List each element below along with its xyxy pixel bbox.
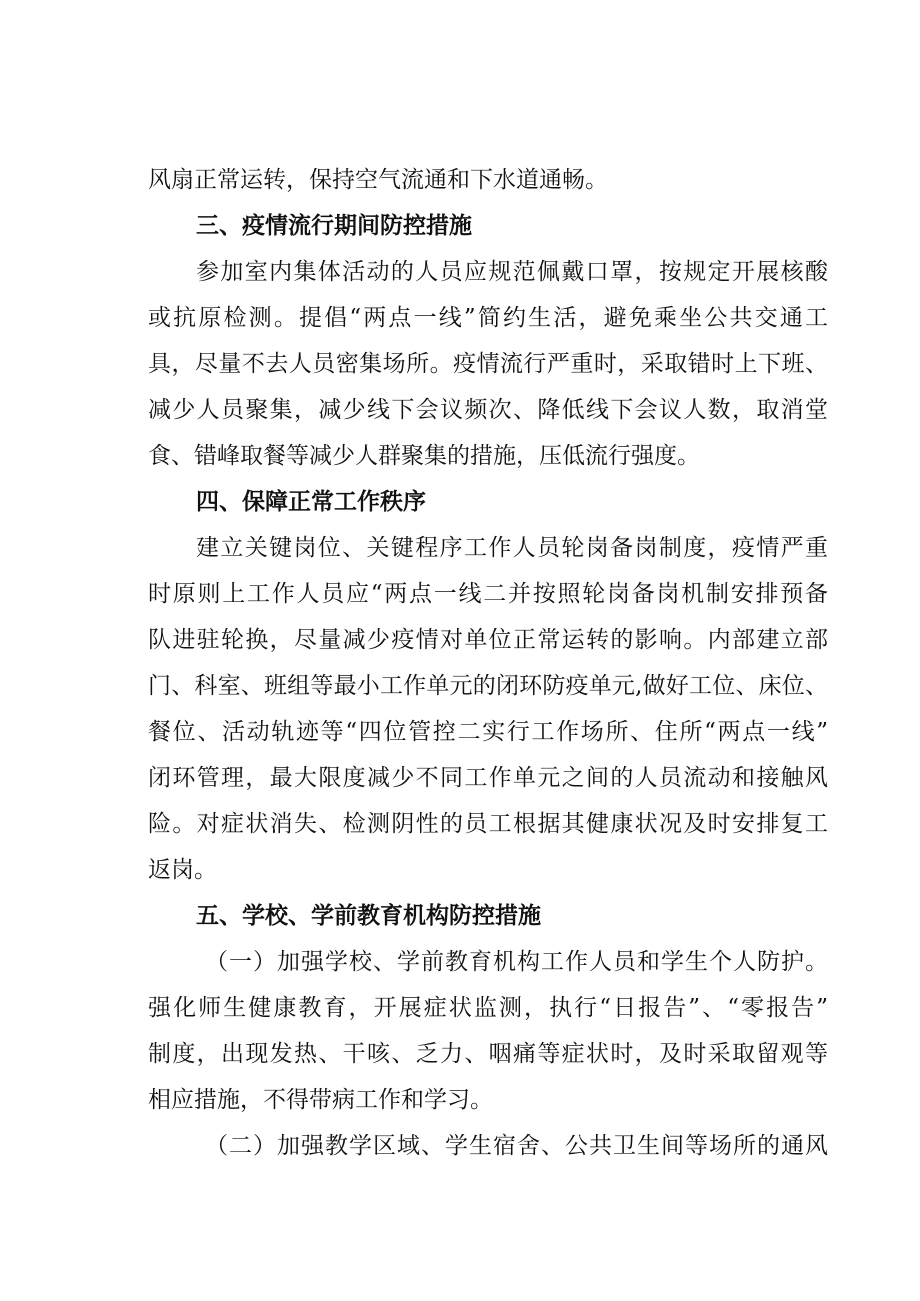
paragraph-line: （二）加强教学区域、学生宿舍、公共卫生间等场所的通风 [205,1133,828,1159]
paragraph-line: 队进驻轮换，尽量减少疫情对单位正常运转的影响。内部建立部 [148,627,828,653]
paragraph-line: 强化师生健康教育，开展症状监测，执行“日报告”、“零报告” [148,995,828,1021]
paragraph-line: 具，尽量不去人员密集场所。疫情流行严重时，采取错时上下班、 [148,351,828,377]
paragraph-line: 或抗原检测。提倡“两点一线”简约生活，避免乘坐公共交通工 [148,305,828,331]
paragraph-line: 食、错峰取餐等减少人群聚集的措施，压低流行强度。 [148,443,700,469]
paragraph-line: （一）加强学校、学前教育机构工作人员和学生个人防护。 [205,949,828,975]
paragraph-line: 参加室内集体活动的人员应规范佩戴口罩，按规定开展核酸 [196,259,828,285]
section-heading-4: 四、保障正常工作秩序 [196,489,426,515]
paragraph-line: 建立关键岗位、关键程序工作人员轮岗备岗制度，疫情严重 [196,535,828,561]
paragraph-line: 返岗。 [148,857,217,883]
paragraph-line: 险。对症状消失、检测阴性的员工根据其健康状况及时安排复工 [148,811,828,837]
paragraph-line: 制度，出现发热、干咳、乏力、咽痛等症状时，及时采取留观等 [148,1041,828,1067]
paragraph-line: 闭环管理，最大限度减少不同工作单元之间的人员流动和接触风 [148,765,828,791]
section-heading-3: 三、疫情流行期间防控措施 [196,213,472,239]
paragraph-line: 时原则上工作人员应“两点一线二并按照轮岗备岗机制安排预备 [148,581,828,607]
paragraph-line: 餐位、活动轨迹等“四位管控二实行工作场所、住所“两点一线” [148,719,828,745]
paragraph-line: 相应措施，不得带病工作和学习。 [148,1087,493,1113]
paragraph-line: 门、科室、班组等最小工作单元的闭环防疫单元,做好工位、床位、 [148,673,828,699]
paragraph-line: 减少人员聚集，减少线下会议频次、降低线下会议人数，取消堂 [148,397,828,423]
paragraph-line: 风扇正常运转，保持空气流通和下水道通畅。 [148,167,608,193]
section-heading-5: 五、学校、学前教育机构防控措施 [196,903,541,929]
